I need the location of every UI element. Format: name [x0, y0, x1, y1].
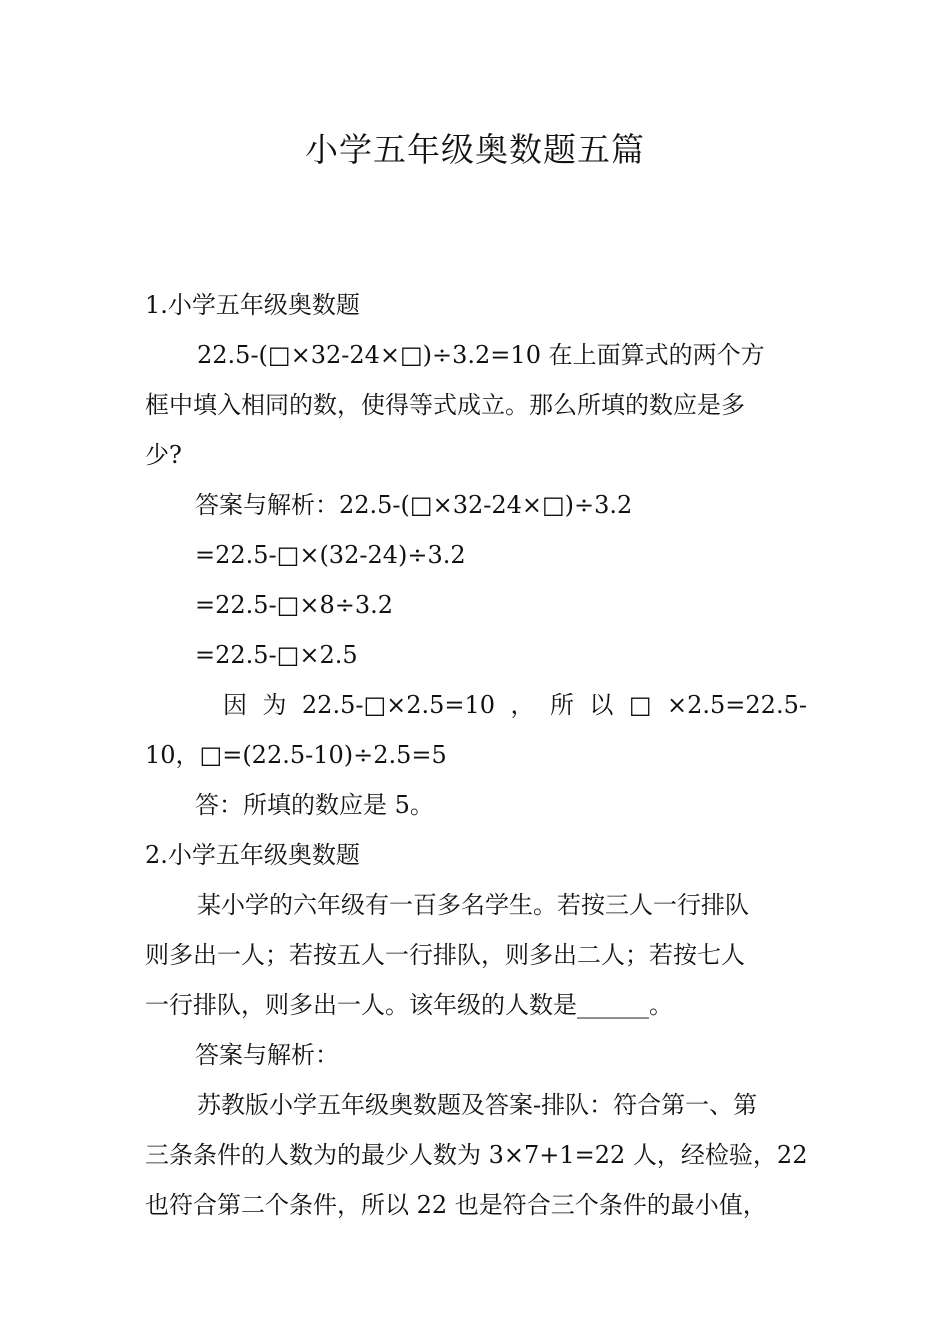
question-2-line-1: 某小学的六年级有一百多名学生。若按三人一行排队 — [197, 891, 749, 919]
solution-1-line-4: =22.5-□×2.5 — [195, 641, 358, 669]
because-part: ， — [510, 691, 535, 719]
question-2-line-3: 一行排队，则多出一人。该年级的人数是______。 — [145, 991, 673, 1019]
document-title: 小学五年级奥数题五篇 — [305, 130, 645, 169]
because-part: 因 — [223, 691, 247, 719]
solution-1-line-1: 答案与解析：22.5-(□×32-24×□)÷3.2 — [195, 491, 633, 519]
solution-2-line-2: 三条条件的人数为的最少人数为 3×7+1=22 人，经检验，22 — [145, 1141, 807, 1169]
answer-1: 答：所填的数应是 5。 — [195, 791, 434, 819]
section-2-heading: 2.小学五年级奥数题 — [145, 841, 360, 869]
because-part: □ — [628, 691, 652, 719]
because-part: 以 — [589, 691, 614, 719]
solution-2-label: 答案与解析： — [195, 1041, 339, 1069]
question-2-line-2: 则多出一人；若按五人一行排队，则多出二人；若按七人 — [145, 941, 745, 969]
question-1-line-1: 22.5-(□×32-24×□)÷3.2=10 在上面算式的两个方 — [197, 341, 765, 369]
because-part: 为 — [262, 691, 287, 719]
solution-2-line-3: 也符合第二个条件，所以 22 也是符合三个条件的最小值， — [145, 1191, 767, 1219]
solution-1-line-2: =22.5-□×(32-24)÷3.2 — [195, 541, 466, 569]
question-1-line-2: 框中填入相同的数，使得等式成立。那么所填的数应是多 — [145, 391, 745, 419]
section-1-heading: 1.小学五年级奥数题 — [145, 291, 360, 319]
solution-1-line-6: 10，□=(22.5-10)÷2.5=5 — [145, 741, 447, 769]
document-body — [145, 280, 807, 1230]
question-1-line-3: 少? — [145, 441, 182, 469]
solution-2-line-1: 苏教版小学五年级奥数题及答案-排队：符合第一、第 — [197, 1091, 758, 1119]
because-part: ×2.5=22.5- — [667, 691, 807, 719]
because-part: 所 — [549, 691, 574, 719]
because-part: 22.5-□×2.5=10 — [301, 691, 496, 719]
solution-1-line-3: =22.5-□×8÷3.2 — [195, 591, 393, 619]
solution-1-because-line — [145, 680, 807, 730]
